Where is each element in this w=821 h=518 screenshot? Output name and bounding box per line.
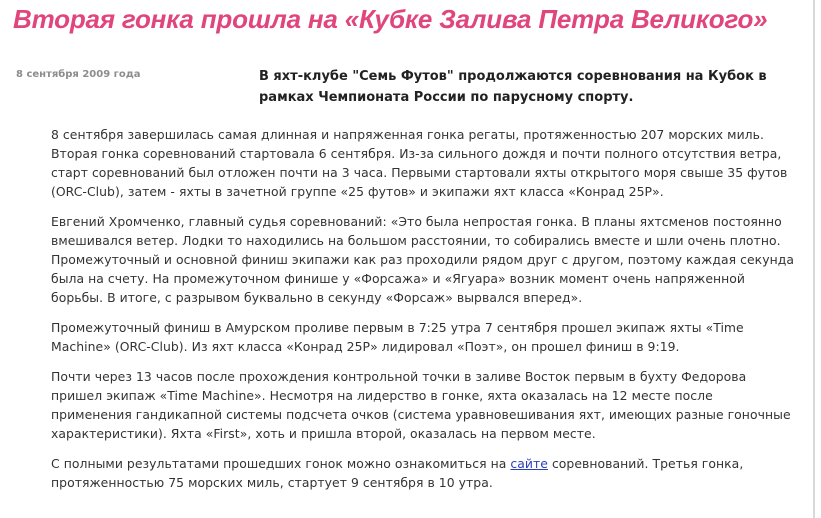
article-paragraph: Почти через 13 часов после прохождения контрольной точки в заливе Восток первым в бухту Федорова пришел экипаж «Time Machine». Несмотря на лидерство в гонке, яхта оказалась на 12 месте после применения гандикапной системы подсчета очков (система уравновешивания яхт, имеющих разные гоночные характеристики). Яхта «First», хоть и пришла второй, оказалась на первом месте. xyxy=(51,369,791,441)
article-paragraph: Евгений Хромченко, главный судья соревнований: «Это была непростая гонка. В планы яхтсменов постоянно вмешивался ветер. Лодки то находились на большом расстоянии, то собирались вместе и шли очень плотно. Промежуточный и основной финиш экипажи как раз проходили рядом друг с другом, поэтому каждая секунда была на счету. На промежуточном финише у «Форсажа» и «Ягуара» возник момент очень напряженной борьбы. В итоге, с разрывом буквально в секунду «Форсаж» вырвался вперед». xyxy=(51,214,795,305)
article-title: Вторая гонка прошла на «Кубке Залива Петра Великого» xyxy=(13,4,768,34)
article-paragraph: 8 сентября завершилась самая длинная и напряженная гонка регаты, протяженностью 207 морских миль. Вторая гонка соревнований стартовала 6 сентября. Из-за сильного дождя и почти полного отсутствия ветра, старт соревнований был отложен почти на 3 часа. Первыми стартовали яхты открытого моря свыше 35 футов (ORC-Club), затем - яхты в зачетной группе «25 футов» и экипажи яхт класса «Конрад 25Р». xyxy=(51,127,788,199)
article-paragraph: Промежуточный финиш в Амурском проливе первым в 7:25 утра 7 сентября прошел экипаж яхты «Time Machine» (ORC-Club). Из яхт класса «Конрад 25Р» лидировал «Поэт», он прошел финиш в 9:19. xyxy=(51,320,744,354)
last-paragraph-before-link: С полными результатами прошедших гонок можно ознакомиться на xyxy=(51,456,511,471)
results-site-link[interactable]: сайте xyxy=(510,456,548,471)
last-paragraph-after-link: соревнований. Третья гонка, протяженностью 75 морских миль, стартует 9 сентября в 10 утра. xyxy=(51,456,744,490)
article-body xyxy=(51,125,796,503)
article-lead: В яхт-клубе "Семь Футов" продолжаются соревнования на Кубок в рамках Чемпионата России по парусному спорту. xyxy=(259,69,767,105)
article-date: 8 сентября 2009 года xyxy=(16,69,141,80)
article-paragraph-last xyxy=(51,454,796,492)
